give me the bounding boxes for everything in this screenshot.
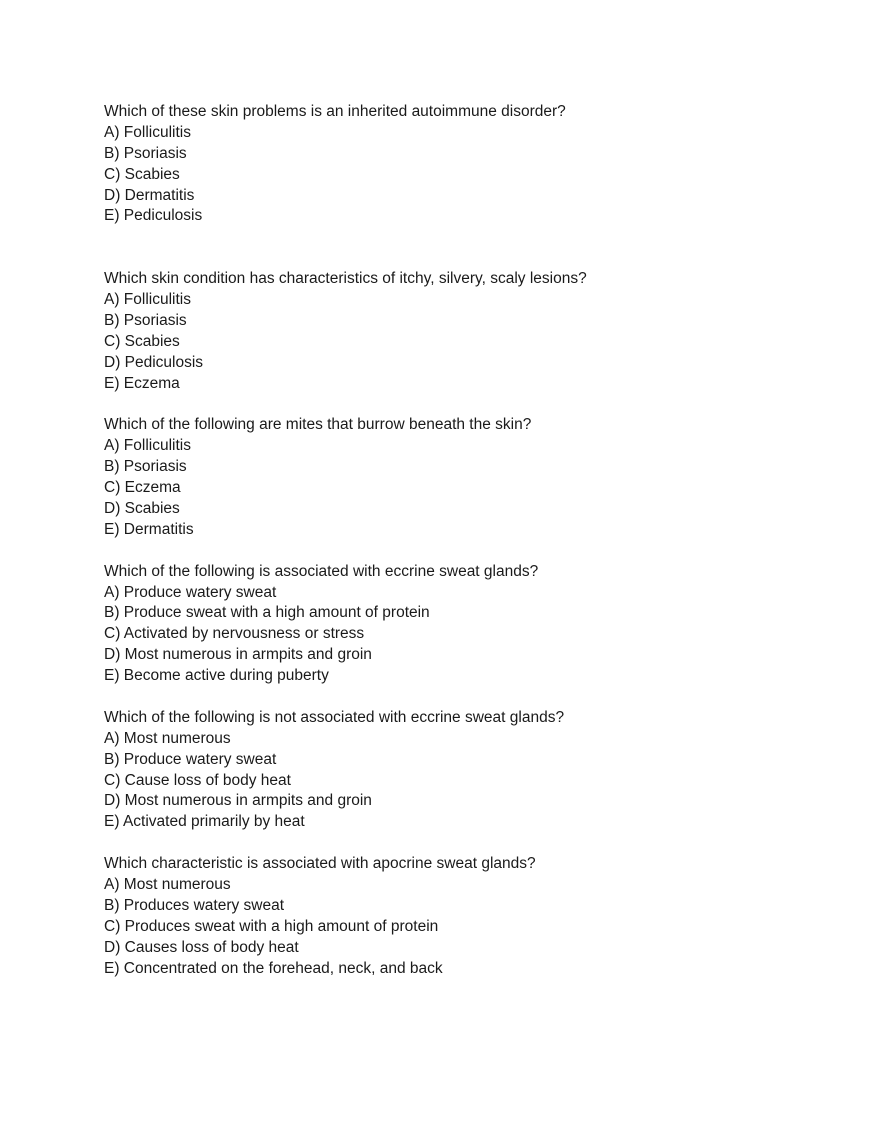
answer-option-e: E) Eczema xyxy=(104,374,180,392)
question-prompt: Which of these skin problems is an inherited autoimmune disorder? xyxy=(104,103,566,120)
question-2 xyxy=(104,269,804,394)
answer-option-c: C) Scabies xyxy=(104,165,180,183)
question-list xyxy=(104,102,804,979)
spacer xyxy=(104,687,804,708)
answer-option-a: A) Produce watery sweat xyxy=(104,583,277,601)
answer-option-d: D) Causes loss of body heat xyxy=(104,938,299,956)
answer-option-a: A) Most numerous xyxy=(104,729,231,747)
answer-option-d: D) Most numerous in armpits and groin xyxy=(104,792,372,810)
answer-option-e: E) Dermatitis xyxy=(104,520,194,538)
answer-option-d: D) Scabies xyxy=(104,499,180,517)
question-prompt: Which of the following are mites that burrow beneath the skin? xyxy=(104,416,532,434)
answer-option-e: E) Become active during puberty xyxy=(104,667,329,685)
answer-option-c: C) Cause loss of body heat xyxy=(104,771,291,789)
spacer xyxy=(104,833,804,854)
answer-option-a: A) Folliculitis xyxy=(104,291,191,309)
answer-option-d: D) Pediculosis xyxy=(104,353,204,371)
answer-option-c: C) Eczema xyxy=(104,479,181,497)
answer-option-e: E) Activated primarily by heat xyxy=(104,813,305,831)
question-prompt: Which of the following is associated with eccrine sweat glands? xyxy=(104,562,539,580)
question-1 xyxy=(104,102,804,227)
spacer xyxy=(104,541,804,562)
answer-option-b: B) Psoriasis xyxy=(104,144,187,162)
answer-option-b: B) Produces watery sweat xyxy=(104,896,285,914)
question-4 xyxy=(104,562,804,687)
answer-option-e: E) Pediculosis xyxy=(104,207,203,225)
question-5 xyxy=(104,708,804,833)
answer-option-b: B) Psoriasis xyxy=(104,311,187,329)
answer-option-b: B) Psoriasis xyxy=(104,458,187,476)
answer-option-e: E) Concentrated on the forehead, neck, and back xyxy=(104,959,443,977)
answer-option-b: B) Produce watery sweat xyxy=(104,750,277,768)
question-prompt: Which skin condition has characteristics of itchy, silvery, scaly lesions? xyxy=(104,270,587,288)
answer-option-d: D) Dermatitis xyxy=(104,186,195,204)
answer-option-b: B) Produce sweat with a high amount of protein xyxy=(104,604,430,622)
spacer xyxy=(104,394,804,415)
answer-option-c: C) Produces sweat with a high amount of protein xyxy=(104,917,439,935)
question-6 xyxy=(104,854,804,979)
answer-option-c: C) Scabies xyxy=(104,332,180,350)
spacer xyxy=(104,227,804,269)
question-prompt: Which of the following is not associated with eccrine sweat glands? xyxy=(104,708,565,726)
answer-option-a: A) Most numerous xyxy=(104,875,231,893)
answer-option-a: A) Folliculitis xyxy=(104,123,191,141)
answer-option-c: C) Activated by nervousness or stress xyxy=(104,625,365,643)
question-3 xyxy=(104,415,804,540)
question-prompt: Which characteristic is associated with apocrine sweat glands? xyxy=(104,855,536,873)
answer-option-d: D) Most numerous in armpits and groin xyxy=(104,646,372,664)
answer-option-a: A) Folliculitis xyxy=(104,437,191,455)
